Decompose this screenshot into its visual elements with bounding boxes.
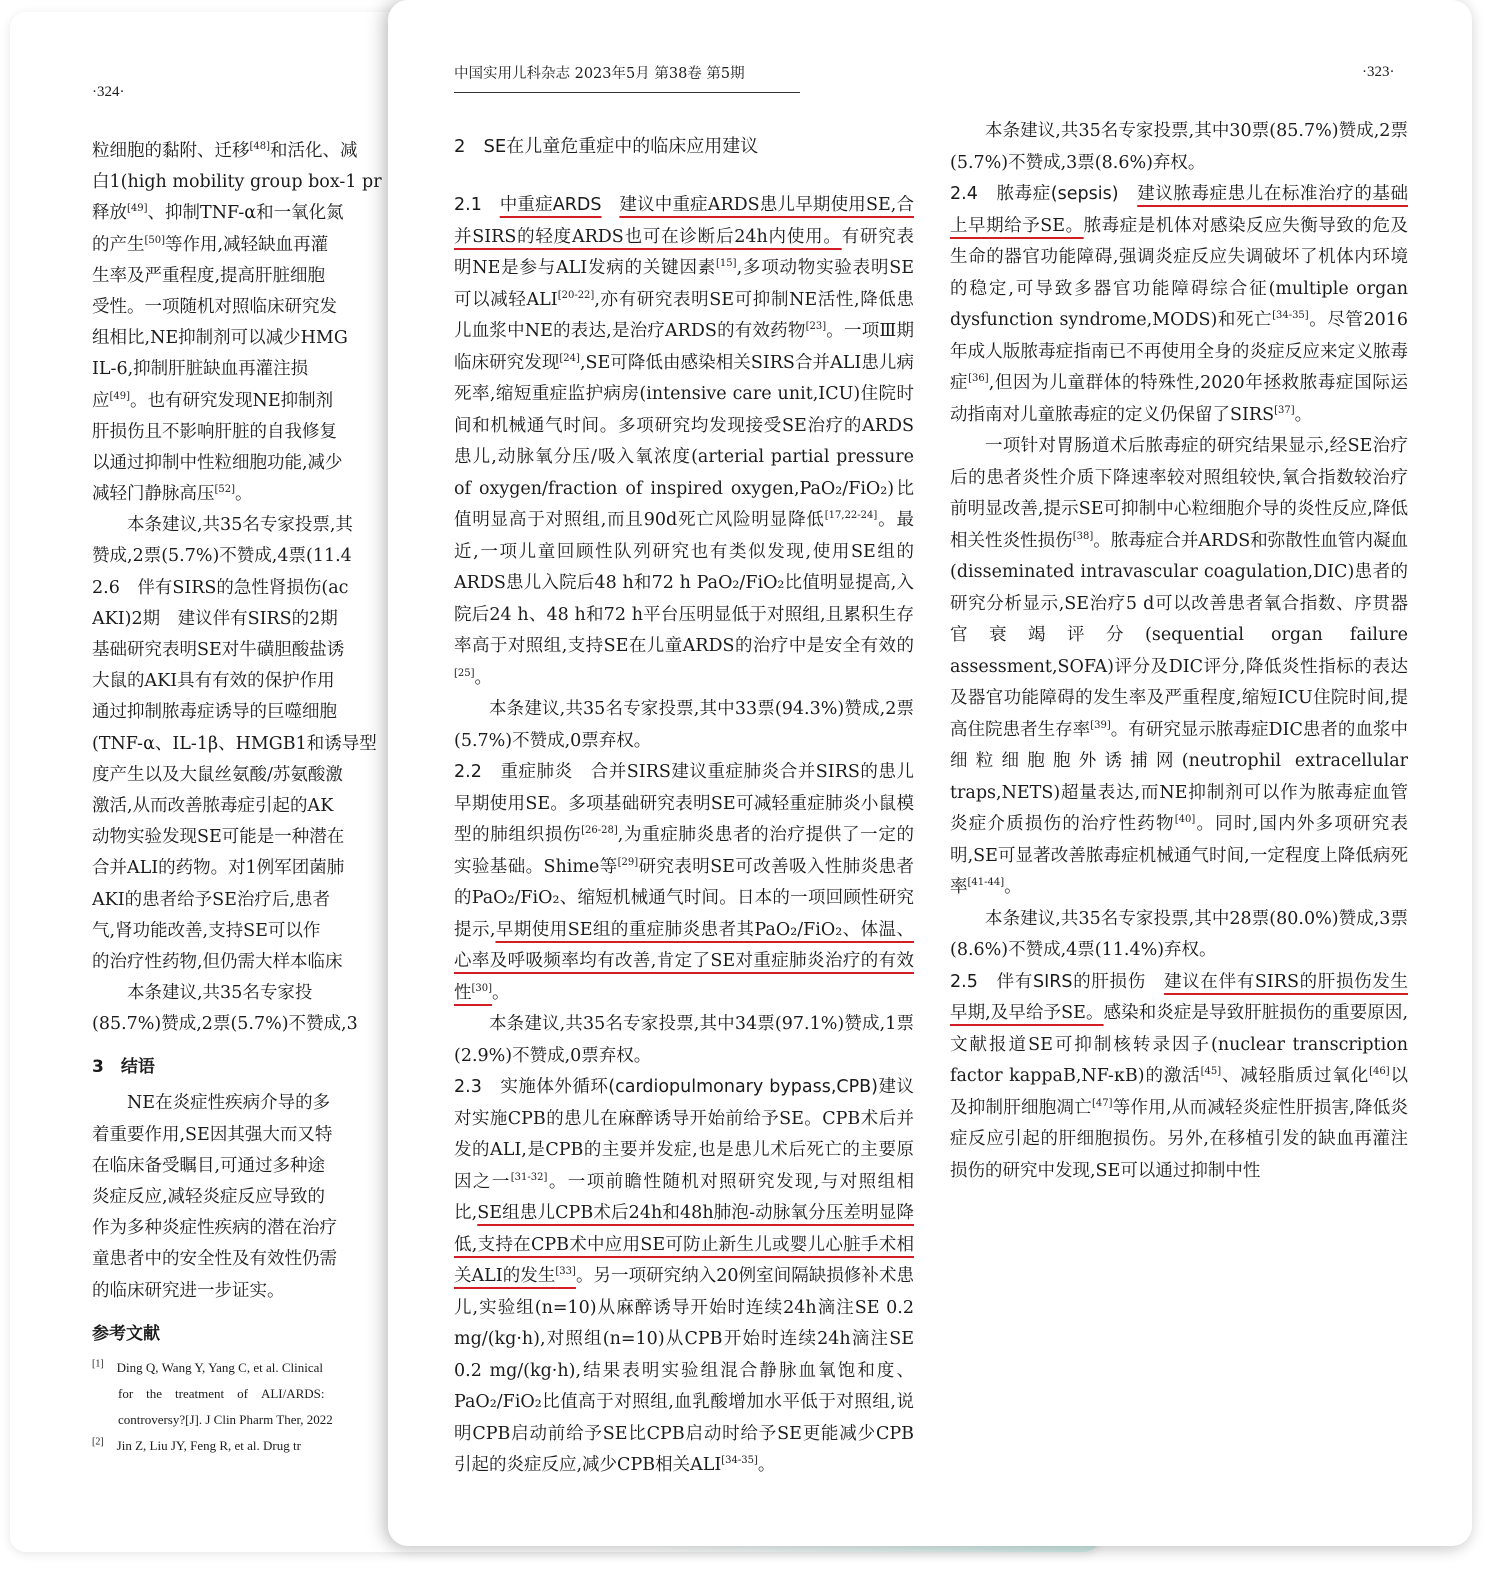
section-2-4 <box>950 179 1408 431</box>
text-line: IL-6,抑制肝脏缺血再灌注损 <box>92 359 309 380</box>
section-2-1-body: 有研究表明NE是参与ALI发病的关键因素[15],多项动物实验表明SE可以减轻ALI[20-22],亦有研究表明SE可抑制NE活性,降低患儿血浆中NE的表达,是治疗ARDS的有效药物[23]。一项Ⅲ期临床研究发现[24],SE可降低由感染相关SIRS合并ALI患儿病死率,缩短重症监护病房(intensive care unit,ICU)住院时间和机械通气时间。多项研究均发现接受SE治疗的ARDS患儿,动脉氧分压/吸入氧浓度(arterial partial pressure of oxygen/fraction of inspired oxygen,PaO₂/FiO₂)比值明显高于对照组,而且90d死亡风险明显降低[17,22-24]。最近,一项儿童回顾性队列研究也有类似发现,使用SE组的ARDS患儿入院后48 h和72 h PaO₂/FiO₂比值明显提高,入院后24 h、48 h和72 h平台压明显低于对照组,且累积生存率高于对照组,支持SE在儿童ARDS的治疗中是安全有效的[25]。 <box>454 226 915 688</box>
text-line: 减轻门静脉高压[52]。 <box>92 484 253 505</box>
section-2-5-label: 2.5 <box>950 971 997 992</box>
text-line: 粒细胞的黏附、迁移[48]和活化、减 <box>92 141 358 161</box>
text-line: 生率及严重程度,提高肝脏细胞 <box>92 265 326 286</box>
section-2-3-recommendation: SE组患儿CPB术后24h和48h肺泡-动脉氧分压差明显降低,支持在CPB术中应用SE可防止新生儿或婴儿心脏手术相关ALI的发生[33] <box>454 1203 914 1286</box>
text-line: 受性。一项随机对照临床研究发 <box>92 296 337 317</box>
text-line: 肝损伤且不影响肝脏的自我修复 <box>92 421 337 442</box>
section-2-4-body: 脓毒症是机体对感染反应失衡导致的危及生命的器官功能障碍,强调炎症反应失调破坏了机体内环境的稳定,可导致多器官功能障碍综合征(multiple organ dysfunction syndrome,MODS)和死亡[34-35]。尽管2016年成人版脓毒症指南已不再使用全身的炎症反应来定义脓毒症[36],但因为儿童群体的特殊性,2020年拯救脓毒症国际运动指南对儿童脓毒症的定义仍保留了SIRS[37]。 <box>950 215 1408 425</box>
section-2-4-recommendation: 建议脓毒症患儿在标准治疗的基础上早期给予SE。 <box>950 184 1409 236</box>
section-2-1-vote: 本条建议,共35名专家投票,其中33票(94.3%)赞成,2票(5.7%)不赞成,0票弃权。 <box>454 699 914 751</box>
section-2-2-title: 重症肺炎 <box>500 762 573 782</box>
section-2-5-title: 伴有SIRS的肝损伤 <box>996 971 1146 992</box>
section-2-5-recommendation: 建议在伴有SIRS的肝损伤发生早期,及早给予SE。 <box>950 971 1408 1023</box>
back-page-text-lines <box>92 136 422 1040</box>
text-line: 大鼠的AKI具有有效的保护作用 <box>92 671 335 692</box>
front-page-323 <box>388 0 1472 1546</box>
section-2-2-recommendation: 早期使用SE组的重症肺炎患者其PaO₂/FiO₂、体温、心率及呼吸频率均有改善,肯定了SE对重症肺炎治疗的有效性[30] <box>454 919 914 1003</box>
text-line: 通过抑制脓毒症诱导的巨噬细胞 <box>92 702 337 723</box>
text-line: 组相比,NE抑制剂可以减少HMG <box>92 328 348 349</box>
section-2-5-body: 感染和炎症是导致肝脏损伤的重要原因,文献报道SE可抑制核转录因子(nuclear transcription factor kappaB,NF-κB)的激活[45]、减轻脂质过氧化[46]以及抑制肝细胞凋亡[47]等作用,从而减轻炎症性肝损害,降低炎症反应引起的肝细胞损伤。另外,在移植引发的缺血再灌注损伤的研究中发现,SE可以通过抑制中性 <box>950 1003 1409 1181</box>
section-2-2 <box>454 757 914 1009</box>
section-2-3 <box>454 1072 914 1482</box>
section-2-5 <box>950 967 1408 1188</box>
section-2-4-vote: 本条建议,共35名专家投票,其中28票(80.0%)赞成,3票(8.6%)不赞成,4票(11.4%)弃权。 <box>950 908 1408 960</box>
conclusion-line: 作为多种炎症性疾病的潜在治疗 <box>92 1218 337 1239</box>
reference-line: [1] Ding Q, Wang Y, Yang C, et al. Clinical <box>92 1358 324 1375</box>
reference-line: [2] Jin Z, Liu JY, Feng R, et al. Drug tr <box>92 1436 301 1453</box>
section-2-3-label: 2.3 <box>454 1077 501 1097</box>
journal-header: 中国实用儿科杂志 2023年5月 第38卷 第5期 <box>454 66 745 82</box>
text-line: 基础研究表明SE对牛磺胆酸盐诱 <box>92 640 345 660</box>
section-2-1-title: 中重症ARDS <box>499 195 602 215</box>
section-2-1 <box>454 190 914 694</box>
reference-list <box>92 1355 422 1459</box>
text-line: 的产生[50]等作用,减轻缺血再灌 <box>92 234 329 255</box>
text-line: 合并ALI的药物。对1例军团菌肺 <box>92 858 345 879</box>
section-2-3-title: 实施体外循环(cardiopulmonary bypass,CPB) <box>500 1077 878 1097</box>
text-line: 激活,从而改善脓毒症引起的AK <box>92 795 334 816</box>
left-column <box>454 132 914 1482</box>
text-line: 本条建议,共35名专家投 <box>92 983 313 1004</box>
section-2-1-recommendation: 建议中重症ARDS患儿早期使用SE,合并SIRS的轻度ARDS也可在诊断后24h内使用。 <box>454 195 914 247</box>
back-page-column <box>92 136 422 1459</box>
conclusion-heading: 3 结语 <box>92 1057 155 1078</box>
section-2-2-vote: 本条建议,共35名专家投票,其中34票(97.1%)赞成,1票(2.9%)不赞成,0票弃权。 <box>454 1014 914 1066</box>
section-2-3-vote: 本条建议,共35名专家投票,其中30票(85.7%)赞成,2票(5.7%)不赞成,3票(8.6%)弃权。 <box>950 121 1408 173</box>
conclusion-line: 炎症反应,减轻炎症反应导致的 <box>92 1187 326 1207</box>
conclusion-line: 的临床研究进一步证实。 <box>92 1280 285 1301</box>
text-line: (85.7%)赞成,2票(5.7%)不赞成,3 <box>92 1014 358 1035</box>
conclusion-line: 在临床备受瞩目,可通过多种途 <box>92 1155 326 1176</box>
text-line: 赞成,2票(5.7%)不赞成,4票(11.4 <box>92 546 352 567</box>
reference-line: controversy?[J]. J Clin Pharm Ther, 2022 <box>92 1411 333 1427</box>
section-2-2-body-a: 合并SIRS建议重症肺炎合并SIRS的患儿早期使用SE。多项基础研究表明SE可减轻重症肺炎小鼠模型的肺组织损伤[26-28],为重症肺炎患者的治疗提供了一定的实验基础。Shime等[29]研究表明SE可改善吸入性肺炎患者的PaO₂/FiO₂、缩短机械通气时间。日本的一项回顾性研究提示, <box>454 762 915 940</box>
section-2-2-body-b: 。 <box>492 982 510 1003</box>
text-line: 白1(high mobility group box-1 pr <box>92 172 382 193</box>
text-line: AKI)2期 建议伴有SIRS的2期 <box>92 608 338 629</box>
right-column <box>950 116 1408 1187</box>
text-line: 应[49]。也有研究发现NE抑制剂 <box>92 390 334 411</box>
text-line: 释放[49]、抑制TNF-α和一氧化氮 <box>92 203 344 224</box>
conclusion-line: NE在炎症性疾病介导的多 <box>92 1093 331 1114</box>
header-rule <box>454 92 800 93</box>
reference-line: for the treatment of ALI/ARDS: <box>92 1385 325 1401</box>
text-line: AKI的患者给予SE治疗后,患者 <box>92 889 330 910</box>
text-line: 动物实验发现SE可能是一种潜在 <box>92 827 345 848</box>
text-line: 2.6 伴有SIRS的急性肾损伤(ac <box>92 577 349 598</box>
text-line: 的治疗性药物,但仍需大样本临床 <box>92 951 343 972</box>
conclusion-line: 童患者中的安全性及有效性仍需 <box>92 1249 337 1270</box>
section-2-4-label: 2.4 <box>950 184 997 204</box>
section-2-2-label: 2.2 <box>454 762 501 782</box>
text-line: 度产生以及大鼠丝氨酸/苏氨酸激 <box>92 764 343 785</box>
page-number: ·324· <box>92 84 125 100</box>
section-title: 2 SE在儿童危重症中的临床应用建议 <box>454 136 759 157</box>
text-line: (TNF-α、IL-1β、HMGB1和诱导型 <box>92 733 377 754</box>
section-2-3-body-a: 建议对实施CPB的患儿在麻醉诱导开始前给予SE。CPB术后并发的ALI,是CPB的主要并发症,也是患儿术后死亡的主要原因之一[31-32]。一项前瞻性随机对照研究发现,与对照组相比, <box>454 1077 915 1223</box>
conclusion-line: 着重要作用,SE因其强大而又特 <box>92 1124 333 1145</box>
section-2-3-body-b: 。另一项研究纳入20例室间隔缺损修补术患儿,实验组(n=10)从麻醉诱导开始时连续24h滴注SE 0.2 mg/(kg·h),对照组(n=10)从CPB开始时连续24h滴注SE 0.2 mg/(kg·h),结果表明实验组混合静脉血氧饱和度、PaO₂/FiO₂比值高于对照组,血乳酸增加水平低于对照组,说明CPB启动前给予SE比CPB启动时给予SE更能减少CPB引起的炎症反应,减少CPB相关ALI[34-35]。 <box>454 1266 914 1475</box>
references-heading: 参考文献 <box>92 1323 160 1344</box>
text-line: 气,肾功能改善,支持SE可以作 <box>92 920 321 941</box>
text-line: 本条建议,共35名专家投票,其 <box>92 515 353 536</box>
section-2-4-title: 脓毒症(sepsis) <box>996 184 1119 204</box>
section-2-4-body-2: 一项针对胃肠道术后脓毒症的研究结果显示,经SE治疗后的患者炎性介质下降速率较对照组较快,氧合指数较治疗前明显改善,提示SE可抑制中心粒细胞介导的炎性反应,降低相关性炎性损伤[38]。脓毒症合并ARDS和弥散性血管内凝血(disseminated intravascular coagulation,DIC)患者的研究分析显示,SE治疗5 d可以改善患者氧合指数、序贯器官衰竭评分(sequential organ failure assessment,SOFA)评分及DIC评分,降低炎性指标的表达及器官功能障碍的发生率及严重程度,缩短ICU住院时间,提高住院患者生存率[39]。有研究显示脓毒症DIC患者的血浆中细粒细胞胞外诱捕网(neutrophil extracellular traps,NETS)超量表达,而NE抑制剂可以作为脓毒症血管炎症介质损伤的治疗性药物[40]。同时,国内外多项研究表明,SE可显著改善脓毒症机械通气时间,一定程度上降低病死率[41-44]。 <box>950 436 1409 897</box>
page-number: ·323· <box>1362 64 1395 80</box>
section-2-1-label: 2.1 <box>454 195 500 215</box>
conclusion-text-lines <box>92 1088 422 1306</box>
text-line: 以通过抑制中性粒细胞功能,减少 <box>92 452 343 473</box>
